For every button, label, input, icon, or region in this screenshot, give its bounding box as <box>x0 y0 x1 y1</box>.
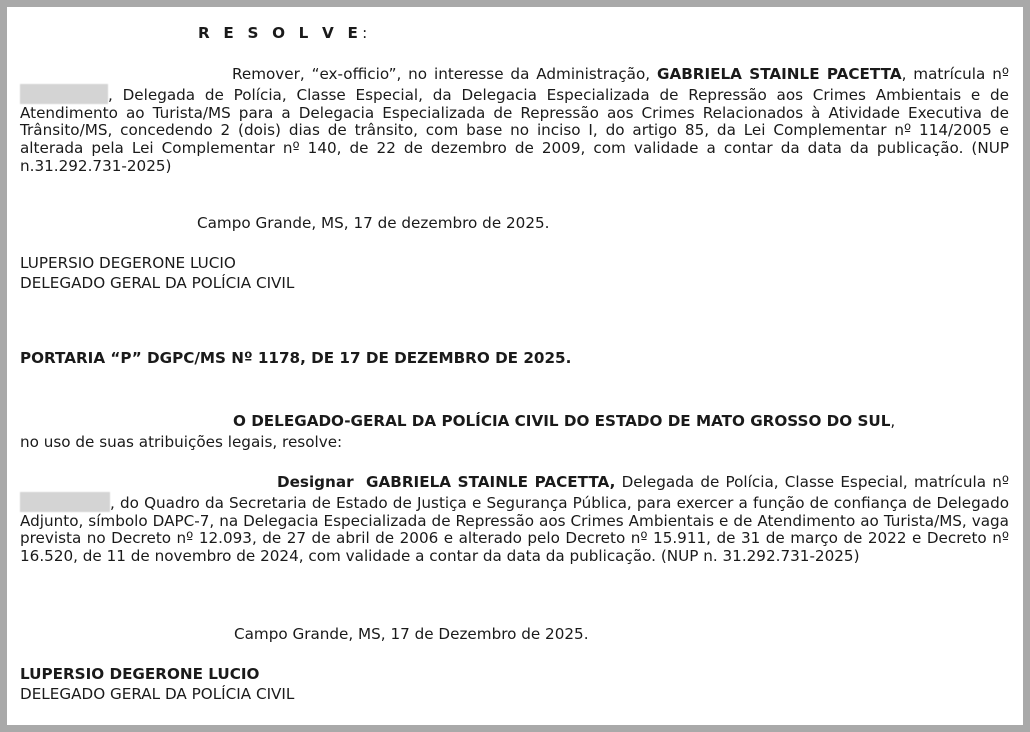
first-act-body: , Delegada de Polícia, Classe Especial, da Delegacia Especializada de Repressão aos Crimes Ambientais e de Atendimento ao Turista/MS para a Delegacia Especializada de Repressão aos Crimes Relacionados à Atividade Executiva de Trânsito/MS, concedendo 2 (dois) dias de trânsito, com base no inciso I, do artigo 85, da Lei Complementar nº 114/2005 e alterada pela Lei Complementar nº 140, de 22 de dezembro de 2009, com validade a contar da data da publicação. (NUP n.31.292.731-2025) <box>20 85 1009 175</box>
first-act-signer-title: DELEGADO GERAL DA POLÍCIA CIVIL <box>20 274 295 292</box>
first-act-paragraph: Remover, “ex-officio”, no interesse da Administração, GABRIELA STAINLE PACETTA, matrícula nº , Delegada de Polícia, Classe Especial, da Delegacia Especializada de Repressão aos Crimes Ambientais e de Atendimento ao Turista/MS para a Delegacia Especializada de Repressão aos Crimes Relacionados à Atividade Executiva de Trânsito/MS, concedendo 2 (dois) dias de trânsito, com base no inciso I, do artigo 85, da Lei Complementar nº 114/2005 e alterada pela Lei Complementar nº 140, de 22 de dezembro de 2009, com validade a contar da data da publicação. (NUP n.31.292.731-2025) <box>20 65 1009 175</box>
first-act-name: GABRIELA STAINLE PACETTA <box>656 65 902 83</box>
document-page <box>7 7 1023 725</box>
authority-line: O DELEGADO-GERAL DA POLÍCIA CIVIL DO ESTADO DE MATO GROSSO DO SUL, <box>233 412 896 430</box>
resolve-heading: R E S O L V E: <box>198 24 368 42</box>
first-act-matricula-label: matrícula nº <box>913 65 1009 83</box>
second-act-body: , do Quadro da Secretaria de Estado de Justiça e Segurança Pública, para exercer a função de confiança de Delegado Adjunto, símbolo DAPC-7, na Delegacia Especializada de Repressão aos Crimes Ambientais e de Atendimento ao Turista/MS, vaga prevista no Decreto nº 12.093, de 27 de abril de 2006 e alterado pelo Decreto nº 15.911, de 31 de março de 2022 e Decreto nº 16.520, de 11 de novembro de 2024, com validade a contar da data da publicação. (NUP n. 31.292.731-2025) <box>20 493 1009 566</box>
preamble: no uso de suas atribuições legais, resolve: <box>20 433 343 451</box>
portaria-title: PORTARIA “P” DGPC/MS Nº 1178, DE 17 DE DEZEMBRO DE 2025. <box>20 349 572 367</box>
redacted-matricula <box>20 84 108 104</box>
second-act-place-date: Campo Grande, MS, 17 de Dezembro de 2025. <box>234 625 589 643</box>
first-act-signer-name: LUPERSIO DEGERONE LUCIO <box>20 254 236 272</box>
authority-name: O DELEGADO-GERAL DA POLÍCIA CIVIL DO ESTADO DE MATO GROSSO DO SUL <box>233 412 891 430</box>
second-act-signer-name: LUPERSIO DEGERONE LUCIO <box>20 665 260 683</box>
second-act-paragraph <box>20 474 1009 566</box>
second-act-matricula-label: matrícula nº <box>914 473 1010 491</box>
second-act-intro: Delegada de Polícia, Classe Especial, <box>621 473 908 491</box>
first-act-verb: Remover, “ex-officio”, no interesse da Administração, <box>232 65 651 83</box>
second-act-name: GABRIELA STAINLE PACETTA, <box>366 473 616 491</box>
second-act-signer-title: DELEGADO GERAL DA POLÍCIA CIVIL <box>20 685 295 703</box>
second-act-verb: Designar <box>277 473 354 491</box>
redacted-matricula-2 <box>20 492 110 512</box>
first-act-place-date: Campo Grande, MS, 17 de dezembro de 2025. <box>197 214 550 232</box>
